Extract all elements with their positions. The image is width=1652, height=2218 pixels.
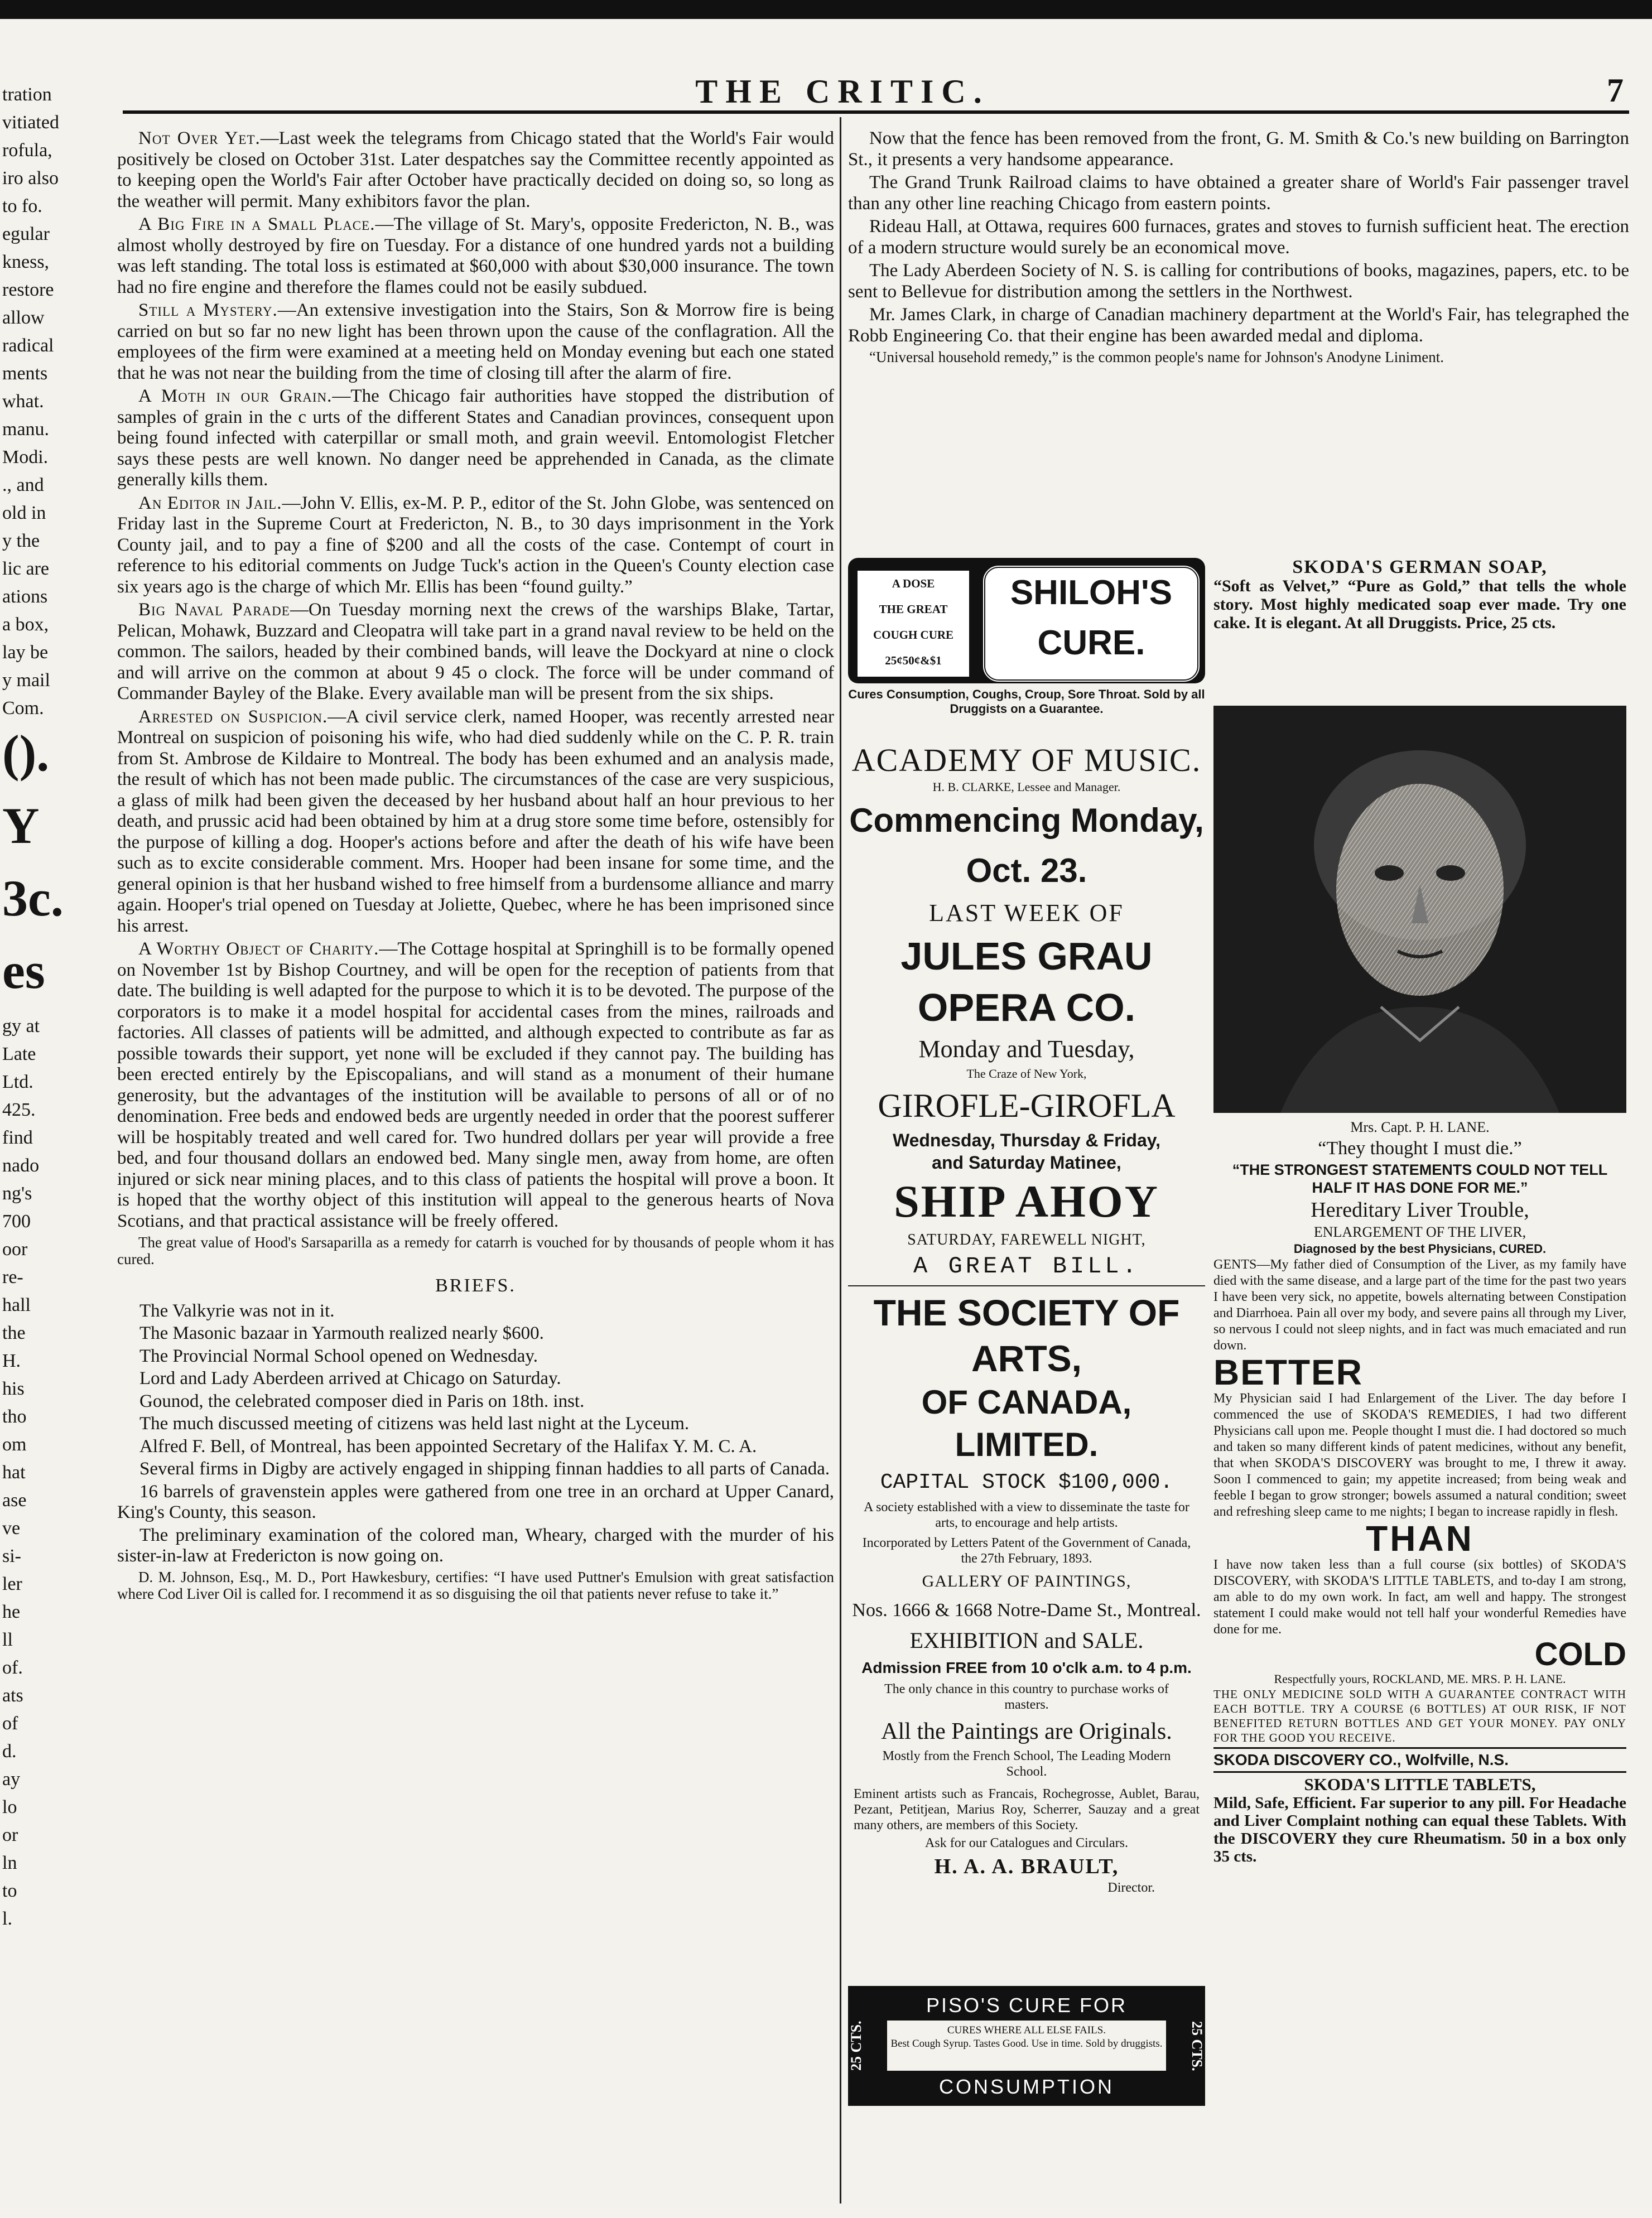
portrait-caption: Mrs. Capt. P. H. LANE.: [1350, 1119, 1490, 1135]
hoods-note: The great value of Hood's Sarsaparilla as a remedy for catarrh is vouched for by thousands of people whom it has cured.: [117, 1234, 834, 1267]
brief-item: Alfred F. Bell, of Montreal, has been appointed Secretary of the Halifax Y. M. C. A.: [139, 1436, 757, 1457]
margin-fragment: radical: [2, 335, 54, 356]
skoda-discovery-ad: [1213, 1118, 1626, 1865]
piso-side-left: 25 CTS.: [848, 2021, 864, 2071]
skoda-soap-title: SKODA'S GERMAN SOAP,: [1292, 557, 1548, 577]
shilohs-caption: Cures Consumption, Coughs, Croup, Sore Throat. Sold by all Druggists on a Guarantee.: [848, 687, 1205, 716]
skoda-enlargement: ENLARGEMENT OF THE LIVER,: [1313, 1224, 1526, 1240]
piso-line-2: Best Cough Syrup. Tastes Good. Use in time. Sold by druggists.: [890, 2038, 1163, 2050]
skoda-testimony-3: I have now taken less than a full course (six bottles) of SKODA'S DISCOVERY, with SKODA'S LITTLE TABLETS, and to-day I am strong, am able to do my own work. In fact, am well and happy. The strongest statement I could make would not tell half your wonderful Remedies have done for me.: [1213, 1558, 1626, 1637]
news-body: —The village of St. Mary's, opposite Fredericton, N. B., was almost wholly destroyed by fire on Tuesday. For a distance of one hundred yards not a building was left standing. The total loss is estimated at $60,000 with about $30,000 insurance. The town had no fire engine and therefore the flames could not be easily subdued.: [117, 214, 834, 297]
margin-fragment: es: [2, 942, 45, 999]
news-paragraph: [117, 939, 834, 1232]
society-mostly: Mostly from the French School, The Leading Modern School.: [882, 1749, 1171, 1779]
skoda-soap-text: “Soft as Velvet,” “Pure as Gold,” that tells the whole story. Most highly medicated soap ever made. Try one cake. It is elegant. At all Druggists. Price, 25 cts.: [1213, 577, 1626, 632]
margin-fragment: iro also: [2, 168, 59, 189]
margin-fragment: 700: [2, 1211, 31, 1232]
news-headline: A Big Fire in a Small Place.: [138, 214, 375, 234]
margin-fragment: ve: [2, 1518, 21, 1539]
academy-ship-ahoy: SHIP AHOY: [894, 1176, 1159, 1227]
margin-fragment: tration: [2, 84, 52, 105]
news-headline: Not Over Yet.: [138, 128, 261, 148]
piso-line-1: CURES WHERE ALL ELSE FAILS.: [947, 2024, 1106, 2036]
ribbon-line: 25¢50¢&$1: [885, 654, 942, 667]
academy-company: JULES GRAU OPERA CO.: [900, 934, 1153, 1029]
briefs-heading: BRIEFS.: [435, 1275, 516, 1296]
academy-great-bill: A GREAT BILL.: [913, 1253, 1140, 1280]
skoda-company: SKODA DISCOVERY CO., Wolfville, N.S.: [1213, 1747, 1626, 1773]
news-body: —The Chicago fair authorities have stopped the distribution of samples of grain in the c urts of the different States and Canadian provinces, consequent upon being found infected with caterpillar or small moth, and grain weevil. Entomologist Fletcher says these pests are well known. No danger need be apprehended in Canada, as the climate generally kills them.: [117, 386, 834, 490]
brief-item: Several firms in Digby are actively engaged in shipping finnan haddies to all parts of Canada.: [139, 1459, 830, 1479]
margin-fragment: ats: [2, 1685, 23, 1706]
margin-fragment: ations: [2, 586, 48, 607]
news-headline: An Editor in Jail.: [138, 493, 282, 513]
brief-item: The preliminary examination of the colored man, Wheary, charged with the murder of his sister-in-law at Fredericton is now going on.: [117, 1525, 834, 1566]
skoda-guarantee: THE ONLY MEDICINE SOLD WITH A GUARANTEE CONTRACT WITH EACH BOTTLE. TRY A COURSE (6 BOTTLES) AT OUR RISK, IF NOT BENEFITED RETURN BOTTLES AND GET YOUR MONEY. PAY ONLY FOR THE GOOD YOU RECEIVE.: [1213, 1687, 1626, 1744]
masthead-title: THE CRITIC.: [695, 73, 990, 110]
margin-fragment: ll: [2, 1629, 13, 1650]
margin-fragment: lic are: [2, 558, 49, 579]
top-rule: [0, 0, 1652, 19]
news-headline: Still a Mystery.: [138, 300, 278, 320]
margin-fragment: lo: [2, 1797, 17, 1817]
margin-fragment: ln: [2, 1853, 17, 1873]
skoda-than: THAN: [1366, 1518, 1474, 1559]
academy-of-music-ad: [848, 742, 1205, 1896]
brief-item: The Provincial Normal School opened on Wednesday.: [139, 1346, 538, 1366]
news-paragraph: [117, 707, 834, 937]
column-divider: [840, 117, 841, 2203]
right-column-news: [848, 128, 1629, 368]
puttner-note: D. M. Johnson, Esq., M. D., Port Hawkesbury, certifies: “I have used Puttner's Emulsion with great satisfaction where Cod Liver Oil is called for. I recommend it as so disguising the oil that patients never refuse to take it.”: [117, 1568, 834, 1602]
margin-fragment: oor: [2, 1239, 28, 1260]
news-headline: Arrested on Suspicion.: [138, 706, 328, 727]
skoda-hereditary: Hereditary Liver Trouble,: [1311, 1198, 1529, 1222]
skoda-soap-ad: [1213, 558, 1626, 632]
society-incorporated: Incorporated by Letters Patent of the Government of Canada, the 27th February, 1893.: [862, 1536, 1191, 1566]
margin-fragment: a box,: [2, 614, 49, 635]
society-ask: Ask for our Catalogues and Circulars.: [925, 1836, 1128, 1850]
news-body: —John V. Ellis, ex-M. P. P., editor of the St. John Globe, was sentenced on Friday last in the Supreme Court at Fredericton, N. B., to 30 days imprisonment in the York County jail, and to pay a fine of $200 and all the costs of the case. Contempt of court in reference to his editorial comments on Judge Tuck's action in the Queen's County election case six years ago is the charge of which Mr. Ellis has been “found guilty.”: [117, 493, 834, 597]
margin-fragment: d.: [2, 1741, 17, 1762]
news-body: —On Tuesday morning next the crews of the warships Blake, Tartar, Pelican, Mohawk, Buzzard and Cleopatra will take part in a grand naval review to be held on the common. The sailors, headed by their combined bands, will leave the Dockyard at nine o clock and will arrive on the common at about 9 45 o clock. The force will be under command of Commander Bayley of the Blake. Every available man will be present from the six ships.: [117, 600, 834, 703]
margin-fragment: 425.: [2, 1100, 36, 1120]
margin-fragment: nado: [2, 1155, 40, 1176]
margin-fragment: Com.: [2, 698, 44, 719]
society-director: Director.: [1107, 1881, 1155, 1895]
academy-wed-line: Wednesday, Thursday & Friday,: [892, 1130, 1161, 1150]
margin-fragment: Y: [2, 797, 40, 854]
skoda-strongest: “THE STRONGEST STATEMENTS COULD NOT TELL HALF IT HAS DONE FOR ME.”: [1232, 1161, 1608, 1196]
news-paragraph: Now that the fence has been removed from the front, G. M. Smith & Co.'s new building on Barrington St., it presents a very handsome appearance.: [848, 128, 1629, 170]
piso-bottom: CONSUMPTION: [939, 2075, 1114, 2098]
margin-fragment: or: [2, 1825, 18, 1845]
brief-item: The Masonic bazaar in Yarmouth realized nearly $600.: [139, 1323, 544, 1343]
margin-fragment: restore: [2, 279, 54, 300]
society-originals: All the Paintings are Originals.: [881, 1719, 1172, 1744]
news-paragraph: [117, 600, 834, 705]
margin-fragment: old in: [2, 503, 46, 523]
news-paragraph: [117, 300, 834, 384]
margin-fragment: tho: [2, 1406, 27, 1427]
brief-item: The much discussed meeting of citizens was held last night at the Lyceum.: [139, 1414, 690, 1434]
margin-fragment: Ltd.: [2, 1072, 33, 1092]
academy-commencing: Commencing Monday, Oct. 23.: [849, 802, 1204, 889]
margin-fragment: hat: [2, 1462, 26, 1483]
ribbon-line: THE GREAT: [879, 602, 948, 616]
margin-fragment: he: [2, 1602, 21, 1622]
shilohs-ribbon: [856, 569, 971, 678]
skoda-tablets-text: Mild, Safe, Efficient. Far superior to any pill. For Headache and Liver Complaint nothing can equal these Tablets. With the DISCOVERY they cure Rheumatism. 50 in a box only 35 cts.: [1213, 1794, 1626, 1865]
margin-fragment: to fo.: [2, 196, 42, 216]
shilohs-name: SHILOH'S: [1010, 573, 1173, 612]
margin-fragment: ().: [2, 725, 50, 782]
margin-fragment: kness,: [2, 252, 50, 272]
margin-fragment: vitiated: [2, 112, 59, 133]
margin-fragment: ler: [2, 1574, 22, 1594]
shilohs-cure: CURE.: [1037, 624, 1145, 662]
news-body: —Last week the telegrams from Chicago stated that the World's Fair would positively be closed on October 31st. Later despatches say the Committee recently appointed as to keeping open the World's Fair after October have practically decided on doing so, so long as the weather will permit. Many exhibitors favor the plan.: [117, 128, 834, 211]
johnsons-note: “Universal household remedy,” is the common people's name for Johnson's Anodyne Liniment.: [869, 349, 1444, 365]
margin-fragment: manu.: [2, 419, 50, 440]
margin-fragment: ase: [2, 1490, 27, 1511]
margin-fragment: ng's: [2, 1183, 32, 1204]
society-chance: The only chance in this country to purchase works of masters.: [884, 1682, 1169, 1712]
margin-fragment: rofula,: [2, 140, 52, 161]
academy-last-week: LAST WEEK OF: [929, 899, 1124, 927]
piso-label: [887, 2021, 1166, 2071]
society-exhibition: EXHIBITION and SALE.: [909, 1628, 1144, 1653]
pisos-cure-ad: [848, 1986, 1205, 2106]
adjacent-page-margin: [0, 0, 89, 2218]
skoda-tablets-title: SKODA'S LITTLE TABLETS,: [1304, 1775, 1536, 1794]
portrait-engraving: [1213, 706, 1626, 1113]
society-capital: CAPITAL STOCK $100,000.: [880, 1470, 1173, 1494]
margin-fragment: find: [2, 1127, 33, 1148]
news-paragraph: Rideau Hall, at Ottawa, requires 600 furnaces, grates and stoves to furnish sufficient heat. The erection of a modern structure would surely be an economical move.: [848, 216, 1629, 258]
shilohs-cure-ad: [848, 558, 1205, 725]
margin-fragment: H.: [2, 1351, 21, 1371]
ribbon-line: A DOSE: [892, 577, 935, 590]
margin-fragment: 3c.: [2, 870, 64, 927]
portrait-image: [1213, 706, 1626, 1113]
society-artists: Eminent artists such as Francais, Rochegrosse, Aublet, Barau, Pezant, Petitjean, Marius Roy, Scherrer, Sauzay and a great many others, are members of this Society.: [854, 1787, 1200, 1833]
news-headline: A Worthy Object of Charity.: [138, 939, 379, 959]
brief-item: 16 barrels of gravenstein apples were gathered from one tree in an orchard at Upper Canard, King's County, this season.: [117, 1481, 834, 1522]
news-paragraph: The Grand Trunk Railroad claims to have obtained a greater share of World's Fair passenger travel than any other line reaching Chicago from eastern points.: [848, 172, 1629, 214]
academy-sat-line: and Saturday Matinee,: [932, 1153, 1121, 1173]
ad-divider: [848, 1285, 1205, 1286]
ribbon-line: COUGH CURE: [873, 628, 954, 642]
margin-fragment: of.: [2, 1657, 23, 1678]
page-number: 7: [1607, 72, 1624, 109]
piso-side-right: 25 CTS.: [1189, 2021, 1205, 2071]
margin-fragment: si-: [2, 1546, 21, 1566]
news-paragraph: [117, 128, 834, 212]
piso-title: PISO'S CURE FOR: [926, 1994, 1127, 2017]
society-brault: H. A. A. BRAULT,: [934, 1855, 1119, 1878]
margin-fragment: his: [2, 1378, 25, 1399]
news-paragraph: [117, 493, 834, 598]
news-body: —An extensive investigation into the Stairs, Son & Morrow fire is being carried on but so far no new light has been thrown upon the cause of the conflagration. All the employees of the firm were examined at a meeting held on Monday evening but each one stated that he was not near the building from the time of closing till after the alarm of fire.: [117, 300, 835, 383]
skoda-testimony-2: My Physician said I had Enlargement of the Liver. The day before I commenced the use of SKODA'S REMEDIES, I had two different Physicians call upon me. People thought I must die. I had doctored so much and taken so many different kinds of patent medicines, without any benefit, that when SKODA'S DISCOVERY was brought to me, I threw it away. Soon I commenced to gain; my appetite increased; from being weak and feeble I began to grow stronger; bowels assumed a natural condition; sweet and refreshing sleep came to me nights; I began to increase rapidly in flesh.: [1213, 1391, 1626, 1519]
society-gallery: GALLERY OF PAINTINGS,: [922, 1572, 1131, 1590]
skoda-quote: “They thought I must die.”: [1318, 1138, 1522, 1159]
news-headline: A Moth in our Grain.: [138, 386, 333, 406]
header-rule: [123, 110, 1629, 114]
margin-fragment: y the: [2, 531, 40, 551]
news-paragraph: [117, 386, 834, 491]
shilohs-name-box: [982, 565, 1201, 683]
margin-fragment: Modi.: [2, 447, 49, 467]
brief-item: Lord and Lady Aberdeen arrived at Chicago on Saturday.: [139, 1368, 561, 1388]
news-paragraph: Mr. James Clark, in charge of Canadian machinery department at the World's Fair, has telegraphed the Robb Engineering Co. that their engine has been awarded medal and diploma.: [848, 305, 1629, 346]
right-news-paragraphs: [848, 128, 1629, 346]
margin-fragment: to: [2, 1881, 17, 1901]
skoda-signed: Respectfully yours, ROCKLAND, ME. MRS. P. H. LANE.: [1274, 1672, 1566, 1686]
skoda-testimony-1: GENTS—My father died of Consumption of the Liver, as my family have died with the same disease, and a large part of the time for the past two years I have been very sick, no appetite, bowels alternating between Constipation and Diarrhoea. Pain all over my body, and severe pains all through my Liver, so nervous I could not sleep nights, and in fact was much emaciated and run down.: [1213, 1257, 1626, 1353]
society-title-2: OF CANADA, LIMITED.: [921, 1383, 1132, 1463]
brief-item: Gounod, the celebrated composer died in Paris on 18th. inst.: [139, 1391, 585, 1411]
academy-title: ACADEMY OF MUSIC.: [851, 742, 1202, 778]
brief-item: The Valkyrie was not in it.: [139, 1300, 335, 1321]
margin-fragment: gy at: [2, 1016, 40, 1036]
margin-fragment: what.: [2, 391, 44, 412]
news-headline: Big Naval Parade: [138, 600, 290, 620]
margin-fragment: lay be: [2, 642, 49, 663]
margin-fragment: om: [2, 1434, 27, 1455]
academy-lessee: H. B. CLARKE, Lessee and Manager.: [932, 780, 1121, 794]
margin-fragment: ay: [2, 1769, 21, 1790]
academy-days: Monday and Tuesday,: [918, 1035, 1135, 1063]
left-column: [117, 128, 834, 1604]
academy-craze: The Craze of New York,: [966, 1067, 1087, 1081]
skoda-better: BETTER: [1213, 1352, 1363, 1392]
academy-farewell: SATURDAY, FAREWELL NIGHT,: [907, 1231, 1146, 1248]
margin-fragment: of: [2, 1713, 18, 1734]
skoda-cold: COLD: [1534, 1636, 1626, 1672]
society-title-1: THE SOCIETY OF ARTS,: [873, 1292, 1180, 1379]
margin-fragment: ments: [2, 363, 48, 384]
news-body: —The Cottage hospital at Springhill is to be formally opened on November 1st by Bishop Courtney, and will be open for the reception of patients from that date. The building is well adapted for the purpose to which it is to be devoted. The purpose of the corporators is to make it a model hospital for accidental cases from the mines, railroads and factories. All classes of patients will be admitted, and although expected to contribute as far as possible towards their support, yet none will be excluded if they cannot pay. The building has been erected entirely by the Episcopalians, and will stand as a monument of their humane generosity, but the advantages of the institution will be available to persons of all or of no denomination. Free beds and endowed beds are urgently needed in order that the poorest sufferer will be hospitably treated and well cared for. Two hundred dollars per year will provide a free bed, and four thousand dollars an endowed bed. Many single men, away from home, are often injured or sick near mining places, and to this class of patients the hospital will prove a boon. It is hoped that the worthy object of this institution will appeal to the generous hearts of Nova Scotians, and that practical assistance will be freely offered.: [117, 939, 834, 1231]
margin-fragment: ., and: [2, 475, 44, 495]
margin-fragment: re-: [2, 1267, 23, 1288]
skoda-diagnosed: Diagnosed by the best Physicians, CURED.: [1293, 1242, 1547, 1256]
margin-fragment: egular: [2, 224, 50, 244]
society-description: A society established with a view to disseminate the taste for arts, to encourage and help artists.: [864, 1500, 1189, 1530]
margin-fragment: the: [2, 1323, 26, 1343]
academy-opera: GIROFLE-GIROFLA: [878, 1087, 1176, 1124]
society-address: Nos. 1666 & 1668 Notre-Dame St., Montreal.: [852, 1600, 1201, 1621]
margin-fragment: l.: [2, 1908, 12, 1929]
margin-fragment: hall: [2, 1295, 31, 1315]
margin-fragment: Late: [2, 1044, 36, 1064]
news-body: —A civil service clerk, named Hooper, was recently arrested near Montreal on suspicion of poisoning his wife, who had died suddenly while on the C. P. R. train from St. Ambrose de Kildaire to Montreal. The body has been exhumed and an analysis made, the result of which has not been made public. The circumstances of the case are very suspicious, a glass of milk had been given the deceased by her husband about half an hour previous to her death, and prussic acid had been obtained by him at a drug store some time before, ostensibly for the purpose of killing a dog. Hooper's actions before and after the death of his wife have been such as to excite considerable comment. Mrs. Hooper had been insane for some time, and the general opinion is that her husband wished to free himself from a burdensome alliance and marry again. Hooper's trial opened on Tuesday at Joliette, Quebec, where he has been imprisoned since his arrest.: [117, 706, 834, 936]
news-paragraph: [117, 214, 834, 298]
briefs-list: [117, 1301, 834, 1567]
margin-fragment: allow: [2, 307, 45, 328]
margin-fragment: y mail: [2, 670, 50, 691]
society-admission: Admission FREE from 10 o'clk a.m. to 4 p.m.: [861, 1659, 1192, 1676]
news-paragraphs: [117, 128, 834, 1232]
news-paragraph: The Lady Aberdeen Society of N. S. is calling for contributions of books, magazines, papers, etc. to be sent to Bellevue for distribution among the settlers in the Northwest.: [848, 261, 1629, 302]
